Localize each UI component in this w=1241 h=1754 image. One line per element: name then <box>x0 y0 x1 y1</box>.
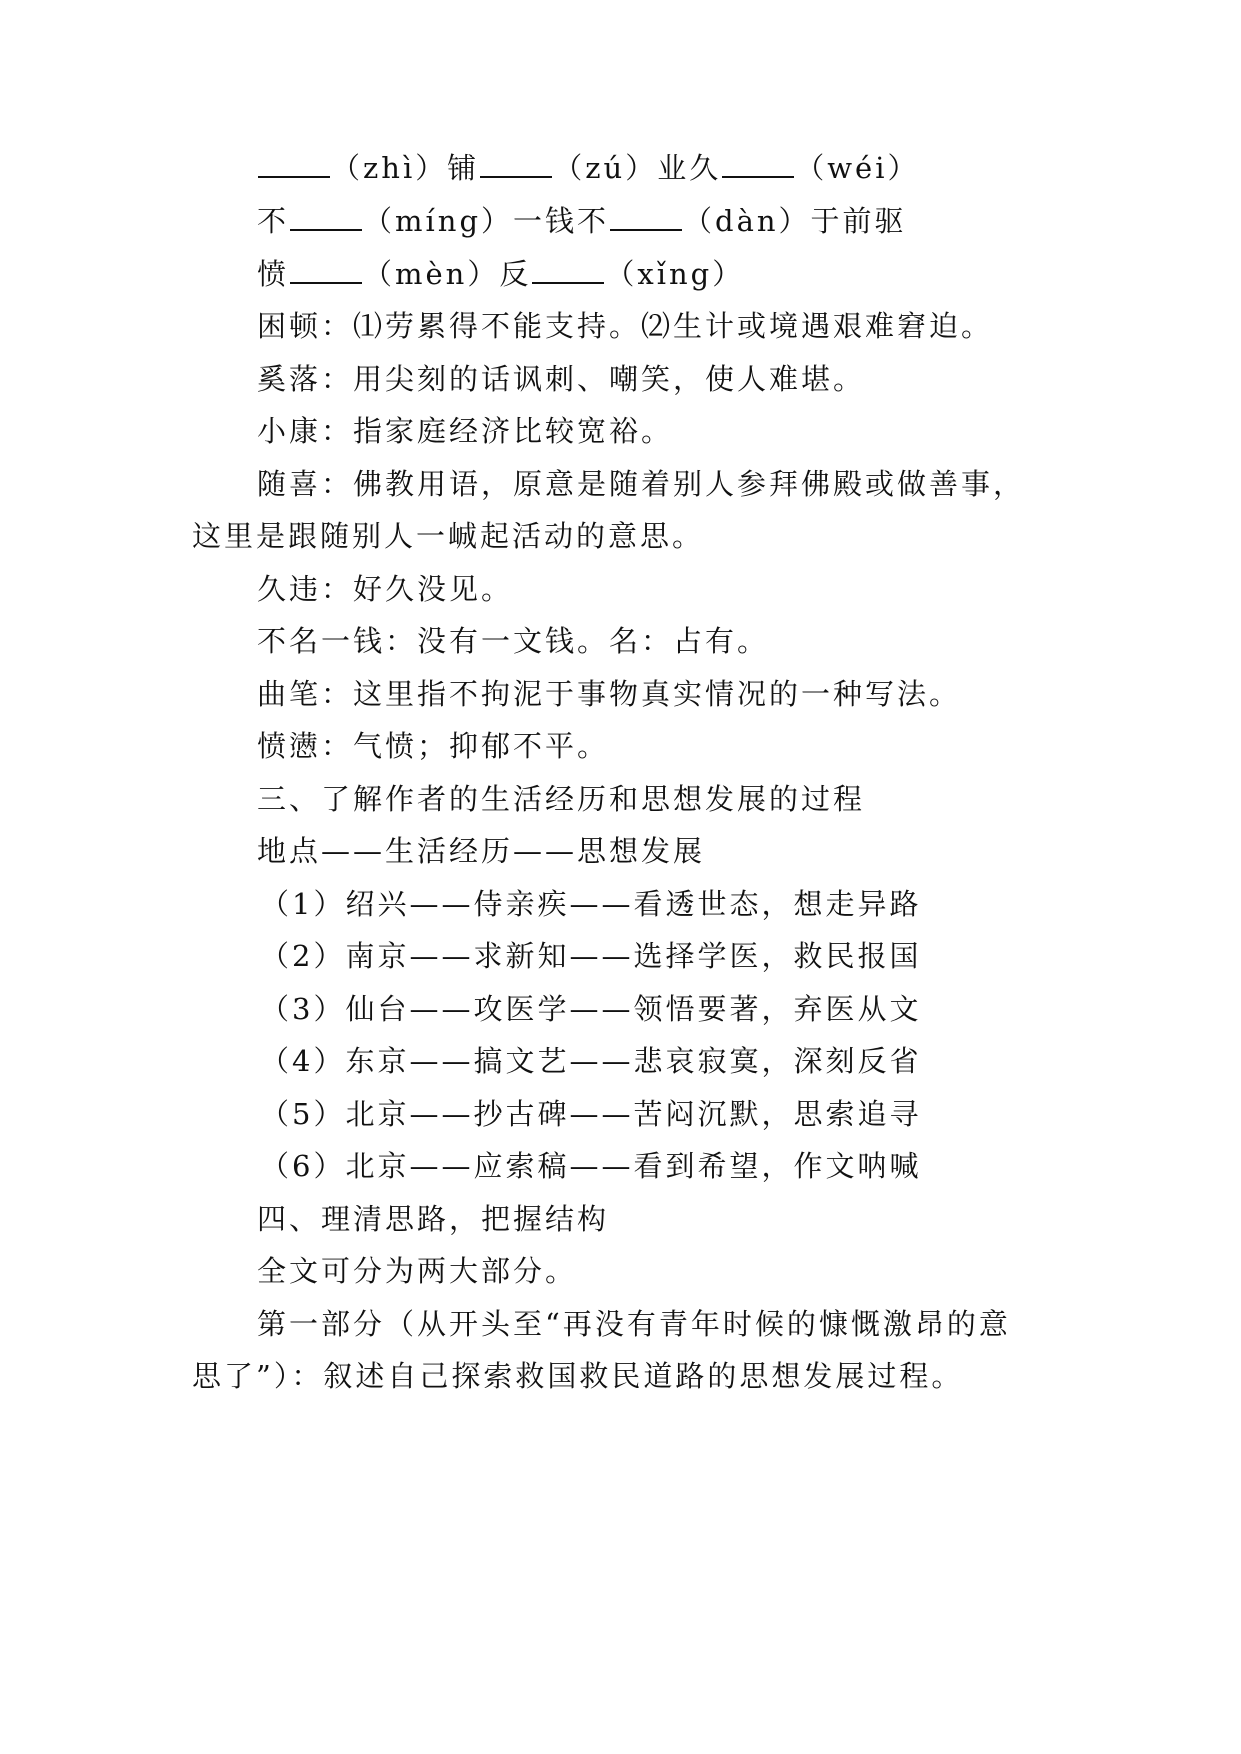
section-3-heading: 三、了解作者的生活经历和思想发展的过程 <box>257 782 866 816</box>
blank-field <box>258 150 330 178</box>
definition-xiLuo: 奚落：用尖刻的话讽刺、嘲笑，使人难堪。 <box>257 362 866 396</box>
blank-field <box>722 150 794 178</box>
pinyin-text: （dàn）于前驱 <box>683 204 907 238</box>
blank-field <box>610 203 682 231</box>
definition-suiXi-line-1: 随喜：佛教用语，原意是随着别人参拜佛殿或做善事， <box>257 467 1026 501</box>
blank-field <box>480 150 552 178</box>
list-item: （3）仙台——攻医学——领悟要著，弃医从文 <box>260 992 922 1026</box>
pinyin-text: （wéi） <box>795 151 920 185</box>
list-item: （2）南京——求新知——选择学医，救民报国 <box>260 939 922 973</box>
part-1-description-line-2: 思了”）：叙述自己探索救国救民道路的思想发展过程。 <box>192 1359 964 1393</box>
pinyin-text: （mèn）反 <box>363 257 532 291</box>
pinyin-text: （zú）业久 <box>553 151 722 185</box>
definition-jiuWei: 久违：好久没见。 <box>257 572 514 606</box>
section-4-heading: 四、理清思路，把握结构 <box>257 1202 610 1236</box>
part-1-description-line-1: 第一部分（从开头至“再没有青年时候的慷慨激昂的意 <box>257 1307 1011 1341</box>
definition-buMingYiQian: 不名一钱：没有一文钱。名：占有。 <box>257 624 770 658</box>
definition-fenMen: 愤懑：气愤；抑郁不平。 <box>257 729 610 763</box>
text-fragment: 不 <box>257 204 290 238</box>
section-4-summary: 全文可分为两大部分。 <box>257 1254 578 1288</box>
list-item: （5）北京——抄古碑——苦闷沉默，思索追寻 <box>260 1097 922 1131</box>
section-3-subheading: 地点——生活经历——思想发展 <box>257 834 706 868</box>
fill-blank-line-1 <box>257 148 1137 188</box>
text-fragment: 愤 <box>257 257 290 291</box>
fill-blank-line-3 <box>257 254 1137 294</box>
fill-blank-line-2 <box>257 201 1137 241</box>
list-item: （6）北京——应索稿——看到希望，作文呐喊 <box>260 1149 922 1183</box>
definition-xiaoKang: 小康：指家庭经济比较宽裕。 <box>257 414 674 448</box>
blank-field <box>290 203 362 231</box>
blank-field <box>290 256 362 284</box>
list-item: （4）东京——搞文艺——悲哀寂寞，深刻反省 <box>260 1044 922 1078</box>
pinyin-text: （míng）一钱不 <box>363 204 610 238</box>
definition-suiXi-line-2: 这里是跟随别人一峸起活动的意思。 <box>192 519 705 553</box>
pinyin-text: （zhì）铺 <box>331 151 480 185</box>
definition-kunDun: 困顿：⑴劳累得不能支持。⑵生计或境遇艰难窘迫。 <box>257 309 994 343</box>
pinyin-text: （xǐng） <box>605 257 745 291</box>
blank-field <box>532 256 604 284</box>
definition-quBi: 曲笔：这里指不拘泥于事物真实情况的一种写法。 <box>257 677 962 711</box>
list-item: （1）绍兴——侍亲疾——看透世态，想走异路 <box>260 887 922 921</box>
